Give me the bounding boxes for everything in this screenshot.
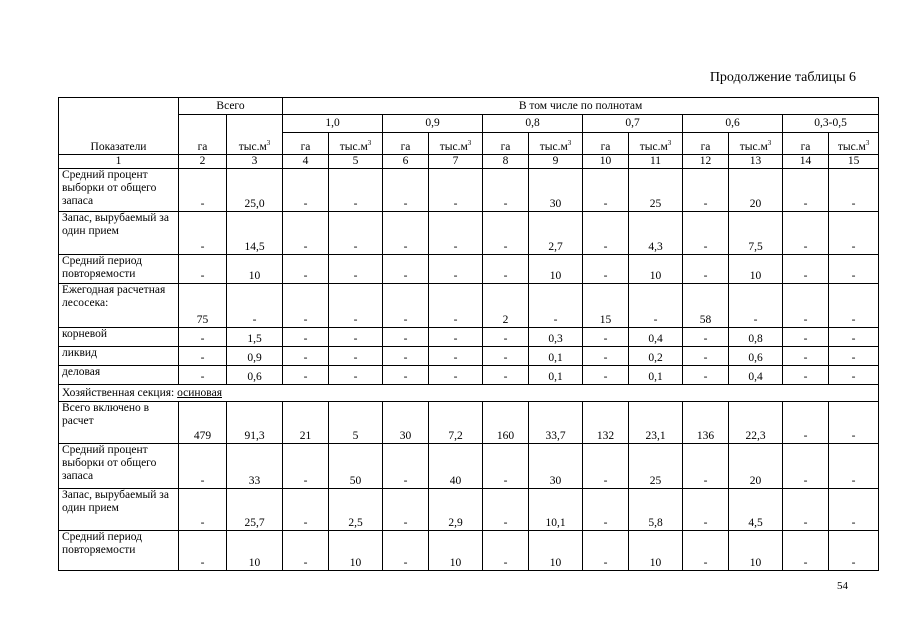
table-cell: - xyxy=(583,531,629,571)
unit-volume: $тыс.м^3$ xyxy=(429,133,483,155)
table-cell: 0,2 xyxy=(629,347,683,366)
table-cell: 10 xyxy=(227,255,283,284)
table-cell: 0,4 xyxy=(729,366,783,385)
table-cell: - xyxy=(383,212,429,255)
unit-superscript: 3 xyxy=(266,139,271,148)
table-cell: - xyxy=(179,212,227,255)
table-cell: - xyxy=(829,284,879,328)
table-cell: 0,6 xyxy=(227,366,283,385)
table-cell: - xyxy=(329,328,383,347)
density-header: 0,8 xyxy=(483,115,583,133)
table-cell: 0,1 xyxy=(529,366,583,385)
table-cell: 2,9 xyxy=(429,489,483,531)
table-cell: - xyxy=(483,531,529,571)
table-cell: 25 xyxy=(629,444,683,489)
column-number: 15 xyxy=(829,155,879,169)
table-cell: - xyxy=(583,489,629,531)
table-cell: - xyxy=(483,212,529,255)
table-cell: - xyxy=(429,328,483,347)
table-cell: - xyxy=(583,212,629,255)
table-cell: 5 xyxy=(329,402,383,444)
row-label: Средний процент выборки от общего запаса xyxy=(59,169,179,212)
table-cell: - xyxy=(483,169,529,212)
table-cell: 91,3 xyxy=(227,402,283,444)
header-row-2 xyxy=(59,115,879,133)
table-cell: - xyxy=(483,347,529,366)
table-row xyxy=(59,169,879,212)
table-row xyxy=(59,531,879,571)
table-cell: - xyxy=(829,212,879,255)
table-cell: 10 xyxy=(529,255,583,284)
table-cell: - xyxy=(283,347,329,366)
unit-superscript: 3 xyxy=(667,139,672,148)
table-row xyxy=(59,489,879,531)
including-header: В том числе по полнотам xyxy=(283,98,879,115)
column-number: 8 xyxy=(483,155,529,169)
table-cell: - xyxy=(283,255,329,284)
table-row xyxy=(59,444,879,489)
unit-superscript: 3 xyxy=(367,139,372,148)
table-cell: - xyxy=(429,169,483,212)
column-number: 13 xyxy=(729,155,783,169)
table-cell: 0,6 xyxy=(729,347,783,366)
table-cell: - xyxy=(179,255,227,284)
table-cell: - xyxy=(829,402,879,444)
table-cell: - xyxy=(179,328,227,347)
table-cell: - xyxy=(783,402,829,444)
row-label: корневой xyxy=(59,328,179,347)
table-cell: - xyxy=(583,255,629,284)
table-cell: 2 xyxy=(483,284,529,328)
header-row-1 xyxy=(59,98,879,115)
table-cell: 25,7 xyxy=(227,489,283,531)
section-name: осиновая xyxy=(177,386,222,399)
table-cell: 30 xyxy=(383,402,429,444)
column-number: 2 xyxy=(179,155,227,169)
table-cell: - xyxy=(383,347,429,366)
table-cell: - xyxy=(783,212,829,255)
table-cell: - xyxy=(629,284,683,328)
table-cell: - xyxy=(179,169,227,212)
unit-ha: га xyxy=(383,133,429,155)
table-cell: - xyxy=(179,531,227,571)
table-cell: - xyxy=(829,347,879,366)
table-cell: - xyxy=(783,284,829,328)
table-cell: - xyxy=(783,347,829,366)
density-header: 0,3-0,5 xyxy=(783,115,879,133)
table-cell: - xyxy=(283,328,329,347)
unit-volume: $тыс.м^3$ xyxy=(629,133,683,155)
table-cell: 22,3 xyxy=(729,402,783,444)
table-cell: 2,7 xyxy=(529,212,583,255)
table-cell: 10 xyxy=(729,531,783,571)
table-cell: - xyxy=(583,366,629,385)
table-cell: - xyxy=(683,328,729,347)
total-unit-volume: $тыс.м^3$ xyxy=(227,115,283,155)
row-label: Средний период повторяемости xyxy=(59,255,179,284)
table-cell: 30 xyxy=(529,169,583,212)
table-cell: - xyxy=(783,169,829,212)
table-cell: - xyxy=(179,347,227,366)
row-label: ликвид xyxy=(59,347,179,366)
table-cell: - xyxy=(729,284,783,328)
table-cell: 10 xyxy=(729,255,783,284)
table-cell: 5,8 xyxy=(629,489,683,531)
table-cell: - xyxy=(329,284,383,328)
table-row xyxy=(59,328,879,347)
table-row xyxy=(59,212,879,255)
table-cell: 0,3 xyxy=(529,328,583,347)
table-cell: 10 xyxy=(629,255,683,284)
table-row xyxy=(59,255,879,284)
table-cell: 10 xyxy=(227,531,283,571)
table-cell: 10,1 xyxy=(529,489,583,531)
column-number: 3 xyxy=(227,155,283,169)
table-cell: - xyxy=(283,444,329,489)
table-cell: - xyxy=(179,366,227,385)
table-cell: 10 xyxy=(629,531,683,571)
table-cell: 10 xyxy=(529,531,583,571)
table-cell: - xyxy=(683,489,729,531)
table-cell: - xyxy=(329,255,383,284)
table-cell: - xyxy=(227,284,283,328)
table-row xyxy=(59,347,879,366)
table-cell: - xyxy=(383,284,429,328)
table-cell: - xyxy=(783,366,829,385)
unit-ha: га xyxy=(783,133,829,155)
table-cell: 30 xyxy=(529,444,583,489)
row-label: Средний период повторяемости xyxy=(59,531,179,571)
table-cell: - xyxy=(283,284,329,328)
table-cell: 25 xyxy=(629,169,683,212)
unit-volume: $тыс.м^3$ xyxy=(529,133,583,155)
table-cell: - xyxy=(683,531,729,571)
unit-volume: $тыс.м^3$ xyxy=(729,133,783,155)
table-cell: - xyxy=(683,347,729,366)
row-label: Запас, вырубаемый за один прием xyxy=(59,489,179,531)
page-number: 54 xyxy=(837,580,848,592)
table-caption: Продолжение таблицы 6 xyxy=(709,70,856,85)
table-cell: 0,1 xyxy=(529,347,583,366)
table-cell: - xyxy=(683,366,729,385)
table-cell: - xyxy=(383,255,429,284)
unit-superscript: 3 xyxy=(767,139,772,148)
table-cell: - xyxy=(179,489,227,531)
table-cell: 4,5 xyxy=(729,489,783,531)
table-cell: 10 xyxy=(429,531,483,571)
table-cell: 132 xyxy=(583,402,629,444)
table-cell: - xyxy=(483,489,529,531)
table-cell: - xyxy=(383,366,429,385)
column-number: 1 xyxy=(59,155,179,169)
table-cell: - xyxy=(683,169,729,212)
unit-ha: га xyxy=(283,133,329,155)
table-cell: 14,5 xyxy=(227,212,283,255)
table-cell: - xyxy=(483,328,529,347)
table-cell: - xyxy=(179,444,227,489)
unit-superscript: 3 xyxy=(467,139,472,148)
table-cell: - xyxy=(429,366,483,385)
table-cell: 25,0 xyxy=(227,169,283,212)
table-cell: 21 xyxy=(283,402,329,444)
table-cell: - xyxy=(583,347,629,366)
table-row xyxy=(59,284,879,328)
table-cell: - xyxy=(683,212,729,255)
table-cell: - xyxy=(829,444,879,489)
row-label: Средний процент выборки от общего запаса xyxy=(59,444,179,489)
table-cell: 2,5 xyxy=(329,489,383,531)
table-cell: - xyxy=(383,328,429,347)
section-row xyxy=(59,385,879,402)
total-header: Всего xyxy=(179,98,283,115)
unit-volume: $тыс.м^3$ xyxy=(829,133,879,155)
column-number: 12 xyxy=(683,155,729,169)
table-cell: - xyxy=(529,284,583,328)
table-cell: 33 xyxy=(227,444,283,489)
table-cell: - xyxy=(383,444,429,489)
column-number: 10 xyxy=(583,155,629,169)
table-cell: 0,9 xyxy=(227,347,283,366)
table-cell: - xyxy=(429,284,483,328)
table-cell: - xyxy=(383,169,429,212)
table-cell: 10 xyxy=(329,531,383,571)
density-header: 0,7 xyxy=(583,115,683,133)
table-cell: - xyxy=(829,489,879,531)
table-cell: - xyxy=(429,347,483,366)
table-header xyxy=(59,98,879,169)
table-cell: 58 xyxy=(683,284,729,328)
table-cell: - xyxy=(829,169,879,212)
column-number: 14 xyxy=(783,155,829,169)
table-cell: 160 xyxy=(483,402,529,444)
table-cell: - xyxy=(329,366,383,385)
row-label: Запас, вырубаемый за один прием xyxy=(59,212,179,255)
table-row xyxy=(59,402,879,444)
data-table xyxy=(58,97,879,571)
column-numbers-row xyxy=(59,155,879,169)
table-cell: 0,8 xyxy=(729,328,783,347)
table-cell: - xyxy=(283,531,329,571)
table-cell: - xyxy=(329,347,383,366)
table-cell: - xyxy=(483,255,529,284)
table-cell: - xyxy=(283,366,329,385)
table-cell: 33,7 xyxy=(529,402,583,444)
table-cell: - xyxy=(683,444,729,489)
table-cell: 75 xyxy=(179,284,227,328)
table-cell: - xyxy=(583,169,629,212)
table-cell: - xyxy=(783,489,829,531)
table-cell: - xyxy=(829,328,879,347)
table-cell: 20 xyxy=(729,444,783,489)
column-number: 7 xyxy=(429,155,483,169)
unit-superscript: 3 xyxy=(865,139,870,148)
table-cell: - xyxy=(683,255,729,284)
unit-ha: га xyxy=(583,133,629,155)
column-number: 4 xyxy=(283,155,329,169)
table-cell: - xyxy=(783,328,829,347)
table-cell: 0,4 xyxy=(629,328,683,347)
column-number: 6 xyxy=(383,155,429,169)
table-cell: - xyxy=(283,489,329,531)
table-cell: - xyxy=(329,169,383,212)
column-number: 5 xyxy=(329,155,383,169)
table-row xyxy=(59,366,879,385)
table-cell: - xyxy=(483,444,529,489)
column-number: 9 xyxy=(529,155,583,169)
section-prefix: Хозяйственная секция: xyxy=(62,386,178,399)
table-cell: 7,2 xyxy=(429,402,483,444)
row-label: Ежегодная расчетная лесосека: xyxy=(59,284,179,328)
table-cell: 15 xyxy=(583,284,629,328)
section-label xyxy=(59,385,879,402)
indicators-header: Показатели xyxy=(59,98,179,155)
table-cell: - xyxy=(583,328,629,347)
table-cell: - xyxy=(383,489,429,531)
table-cell: - xyxy=(783,531,829,571)
table-cell: - xyxy=(383,531,429,571)
unit-volume: $тыс.м^3$ xyxy=(329,133,383,155)
table-cell: 479 xyxy=(179,402,227,444)
table-cell: 40 xyxy=(429,444,483,489)
table-cell: - xyxy=(283,169,329,212)
table-cell: - xyxy=(829,366,879,385)
table-cell: - xyxy=(483,366,529,385)
table-cell: - xyxy=(783,255,829,284)
table-cell: 23,1 xyxy=(629,402,683,444)
unit-ha: га xyxy=(483,133,529,155)
row-label: Всего включено в расчет xyxy=(59,402,179,444)
table-cell: - xyxy=(783,444,829,489)
row-label: деловая xyxy=(59,366,179,385)
table-cell: 50 xyxy=(329,444,383,489)
density-header: 0,9 xyxy=(383,115,483,133)
table-cell: 136 xyxy=(683,402,729,444)
table-cell: 4,3 xyxy=(629,212,683,255)
table-cell: - xyxy=(329,212,383,255)
table-cell: 7,5 xyxy=(729,212,783,255)
table-cell: 20 xyxy=(729,169,783,212)
density-header: 0,6 xyxy=(683,115,783,133)
table-cell: - xyxy=(829,255,879,284)
unit-superscript: 3 xyxy=(567,139,572,148)
table-cell: - xyxy=(829,531,879,571)
table-cell: - xyxy=(583,444,629,489)
table-cell: - xyxy=(429,255,483,284)
table-body xyxy=(59,169,879,571)
table-cell: - xyxy=(283,212,329,255)
table-cell: - xyxy=(429,212,483,255)
total-unit-ha: га xyxy=(179,115,227,155)
density-header: 1,0 xyxy=(283,115,383,133)
column-number: 11 xyxy=(629,155,683,169)
table-cell: 0,1 xyxy=(629,366,683,385)
table-cell: 1,5 xyxy=(227,328,283,347)
unit-ha: га xyxy=(683,133,729,155)
